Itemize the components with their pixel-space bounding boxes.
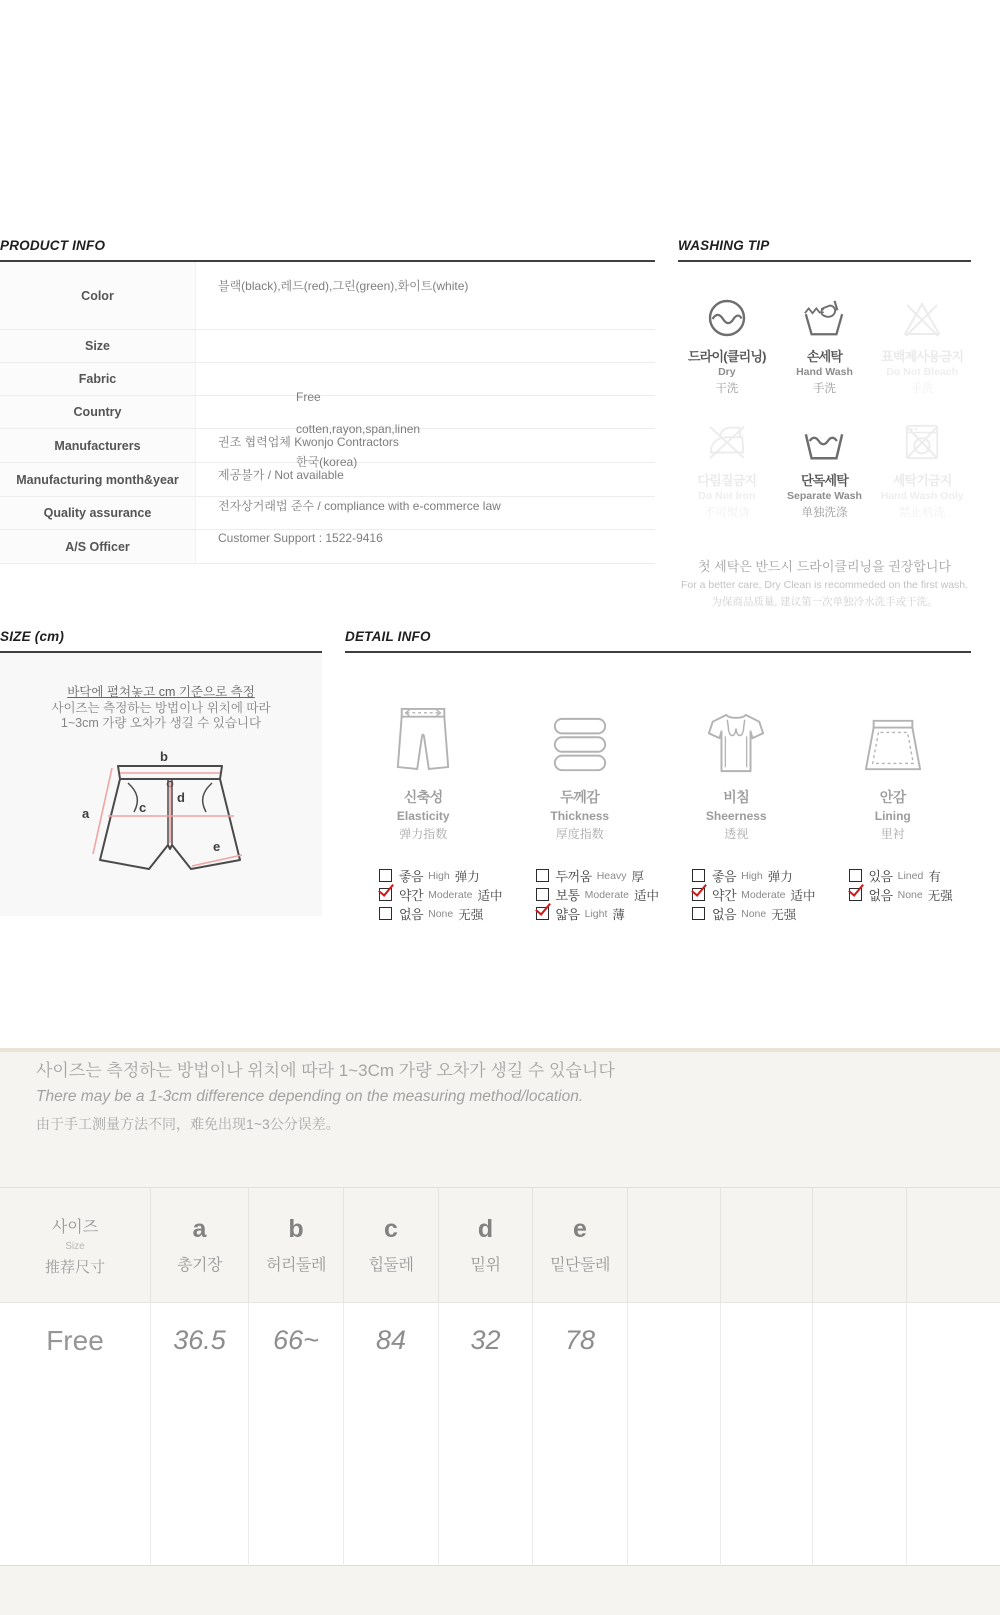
size-chart-table — [0, 1187, 1000, 1566]
row-label-fabric: Fabric — [0, 363, 196, 395]
cell-empty — [628, 1303, 721, 1566]
option-row-checked: 없음 None 无强 — [849, 885, 972, 904]
option-row: 없음 None 无强 — [379, 904, 502, 923]
detail-info-title: DETAIL INFO — [345, 629, 971, 653]
sheer-top-icon — [658, 699, 815, 775]
detail-label-cn: 弹力指数 — [399, 827, 448, 841]
size-section — [0, 629, 322, 916]
washing-note-en: For a better care, Dry Clean is recommeded on the first wash. — [680, 579, 969, 591]
shorts-label-d: d — [177, 789, 185, 805]
hand-wash-icon — [776, 298, 874, 340]
detail-label-en: Lining — [874, 809, 911, 823]
wash-label-en: Hand Wash Only — [880, 490, 964, 502]
value-country: 한국(korea) — [296, 455, 358, 469]
wash-label-ko: 표백제사용금지 — [880, 349, 964, 364]
detail-col-sheerness — [658, 699, 815, 923]
dry-clean-icon — [678, 298, 776, 340]
option-row: 없음 None 无强 — [692, 904, 815, 923]
option-row: 보통 Moderate 适中 — [536, 885, 659, 904]
measure-note-line2: 사이즈는 측정하는 방법이나 위치에 따라 — [51, 700, 271, 715]
header-cell-empty — [721, 1188, 813, 1303]
row-label-country: Country — [0, 396, 196, 428]
wash-label-cn: 手洗 — [812, 383, 836, 395]
shorts-label-c: c — [139, 799, 147, 815]
checkbox-icon — [536, 869, 549, 882]
row-label-manufacturers: Manufacturers — [0, 429, 196, 462]
header-cell-size: 사이즈 Size 推荐尺寸 — [0, 1188, 151, 1303]
wash-label-ko: 세탁기금지 — [892, 473, 952, 488]
fabric-stack-icon — [502, 699, 659, 775]
wash-label-ko: 다림질금지 — [697, 473, 757, 488]
detail-label-en: Thickness — [550, 809, 610, 823]
wash-label-en: Hand Wash — [796, 366, 853, 378]
wash-item-dry-clean — [678, 298, 776, 396]
washing-tip-section — [678, 238, 971, 609]
checkbox-icon — [849, 869, 862, 882]
header-cell-e: e 밑단둘레 — [533, 1188, 628, 1303]
option-row-checked: 약간 Moderate 适中 — [379, 885, 502, 904]
detail-label-en: Sheerness — [705, 809, 767, 823]
size-chart-notes — [36, 1056, 615, 1134]
option-row-checked: 약간 Moderate 适中 — [692, 885, 815, 904]
value-as-officer: Customer Support : 1522-9416 — [218, 531, 383, 545]
detail-label-cn: 里衬 — [880, 827, 905, 841]
cell-value-c: 84 — [344, 1303, 439, 1566]
cell-empty — [813, 1303, 907, 1566]
product-info-section — [0, 238, 655, 564]
wash-label-cn: 禁止机洗 — [899, 507, 946, 519]
detail-label-ko: 두께감 — [560, 789, 600, 805]
checkbox-icon — [692, 869, 705, 882]
value-quality: 전자상거래법 준수 / compliance with e-commerce law — [218, 499, 501, 513]
size-measure-box — [0, 653, 322, 916]
detail-col-thickness — [502, 699, 659, 923]
checkbox-icon — [379, 907, 392, 920]
cell-value-e: 78 — [533, 1303, 628, 1566]
washing-tip-title: WASHING TIP — [678, 238, 971, 262]
wash-label-en: Separate Wash — [787, 490, 862, 502]
wash-label-cn: 干洗 — [715, 383, 739, 395]
separate-wash-icon — [776, 422, 874, 464]
wash-label-cn: 单独洗涤 — [801, 507, 848, 519]
header-cell-c: c 힙둘레 — [344, 1188, 439, 1303]
option-row: 좋음 High 弹力 — [692, 866, 815, 885]
option-row: 있음 Lined 有 — [849, 866, 972, 885]
shorts-label-a: a — [82, 805, 90, 821]
shorts-label-b: b — [160, 748, 168, 764]
detail-label-ko: 비침 — [723, 789, 750, 805]
washing-icons-grid — [678, 298, 971, 546]
option-row: 두꺼움 Heavy 厚 — [536, 866, 659, 885]
checkbox-checked-icon — [849, 888, 862, 901]
size-note-cn: 由于手工测量方法不同，难免出现1~3公分误差。 — [36, 1116, 340, 1132]
checkbox-checked-icon — [536, 907, 549, 920]
product-info-values — [0, 262, 655, 564]
wash-item-hand-wash — [776, 298, 874, 396]
wash-item-separate-wash — [776, 422, 874, 520]
detail-columns — [345, 699, 971, 923]
option-list — [815, 866, 972, 904]
checkbox-icon — [379, 869, 392, 882]
wash-label-en: Do Not Bleach — [886, 366, 959, 378]
value-size: Free — [296, 390, 321, 404]
detail-col-elasticity — [345, 699, 502, 923]
detail-info-section — [345, 629, 971, 923]
checkbox-icon — [692, 907, 705, 920]
wash-label-ko: 단독세탁 — [800, 473, 848, 488]
no-iron-icon — [678, 422, 776, 464]
no-machine-icon — [873, 422, 971, 464]
detail-label-cn: 透视 — [724, 827, 749, 841]
measure-note-line3: 1~3cm 가량 오차가 생길 수 있습니다 — [60, 716, 262, 730]
size-note-en: There may be a 1-3cm difference depending on the measuring method/location. — [36, 1088, 584, 1105]
shorts-diagram — [0, 748, 322, 903]
washing-note — [678, 556, 971, 609]
row-label-size: Size — [0, 330, 196, 362]
wash-label-en: Do Not Iron — [698, 490, 756, 502]
wash-label-cn: 不可熨烫 — [703, 507, 750, 519]
shorts-label-e: e — [213, 838, 221, 854]
size-note-ko: 사이즈는 측정하는 방법이나 위치에 따라 1~3Cm 가량 오차가 생길 수 있습니다 — [36, 1061, 615, 1080]
checkbox-icon — [536, 888, 549, 901]
header-cell-a: a 총기장 — [151, 1188, 249, 1303]
cell-value-d: 32 — [439, 1303, 533, 1566]
row-label-as-officer: A/S Officer — [0, 530, 196, 563]
header-cell-d: d 밑위 — [439, 1188, 533, 1303]
measure-note-line1: 바닥에 펼쳐놓고 cm 기준으로 측정 — [67, 685, 255, 699]
option-list — [345, 866, 502, 923]
wash-label-cn: 手洗 — [910, 383, 934, 395]
wash-label-en: Dry — [718, 366, 736, 378]
option-row: 좋음 High 弹力 — [379, 866, 502, 885]
value-color: 블랙(black),레드(red),그린(green),화이트(white) — [218, 279, 469, 293]
value-mfg-date: 제공불가 / Not available — [218, 468, 344, 482]
cell-size-free: Free — [0, 1303, 151, 1566]
wash-item-no-bleach — [873, 298, 971, 396]
value-manufacturer: 권조 협력업체 Kwonjo Contractors — [218, 435, 399, 449]
size-section-title: SIZE (cm) — [0, 629, 322, 653]
washing-note-ko: 첫 세탁은 반드시 드라이클리닝을 권장합니다 — [697, 559, 952, 574]
wash-item-no-machine — [873, 422, 971, 520]
wash-label-ko: 손세탁 — [806, 349, 843, 364]
detail-label-ko: 신축성 — [403, 789, 443, 805]
detail-col-lining — [815, 699, 972, 923]
no-bleach-icon — [873, 298, 971, 340]
option-list — [658, 866, 815, 923]
option-list — [502, 866, 659, 923]
header-cell-b: b 허리둘레 — [249, 1188, 344, 1303]
header-cell-empty — [813, 1188, 907, 1303]
row-label-quality: Quality assurance — [0, 497, 196, 529]
detail-label-ko: 안감 — [879, 789, 906, 805]
detail-label-en: Elasticity — [396, 809, 450, 823]
checkbox-checked-icon — [692, 888, 705, 901]
row-label-color: Color — [0, 262, 196, 329]
checkbox-checked-icon — [379, 888, 392, 901]
cell-value-a: 36.5 — [151, 1303, 249, 1566]
detail-label-cn: 厚度指数 — [555, 827, 604, 841]
washing-note-cn: 为保商品质量, 建议第一次单独冷水洗手或干洗。 — [711, 596, 938, 608]
header-cell-empty — [907, 1188, 1000, 1303]
product-info-table — [0, 262, 655, 564]
product-info-title: PRODUCT INFO — [0, 238, 655, 262]
header-cell-empty — [628, 1188, 721, 1303]
cell-empty — [907, 1303, 1000, 1566]
skirt-lining-icon — [815, 699, 972, 775]
row-label-mfg-date: Manufacturing month&year — [0, 463, 196, 496]
cell-value-b: 66~ — [249, 1303, 344, 1566]
wash-item-no-iron — [678, 422, 776, 520]
wash-label-ko: 드라이(클리닝) — [688, 349, 766, 364]
option-row-checked: 얇음 Light 薄 — [536, 904, 659, 923]
value-fabric: cotten,rayon,span,linen — [296, 422, 421, 436]
pants-stretch-icon — [345, 699, 502, 775]
cell-empty — [721, 1303, 813, 1566]
